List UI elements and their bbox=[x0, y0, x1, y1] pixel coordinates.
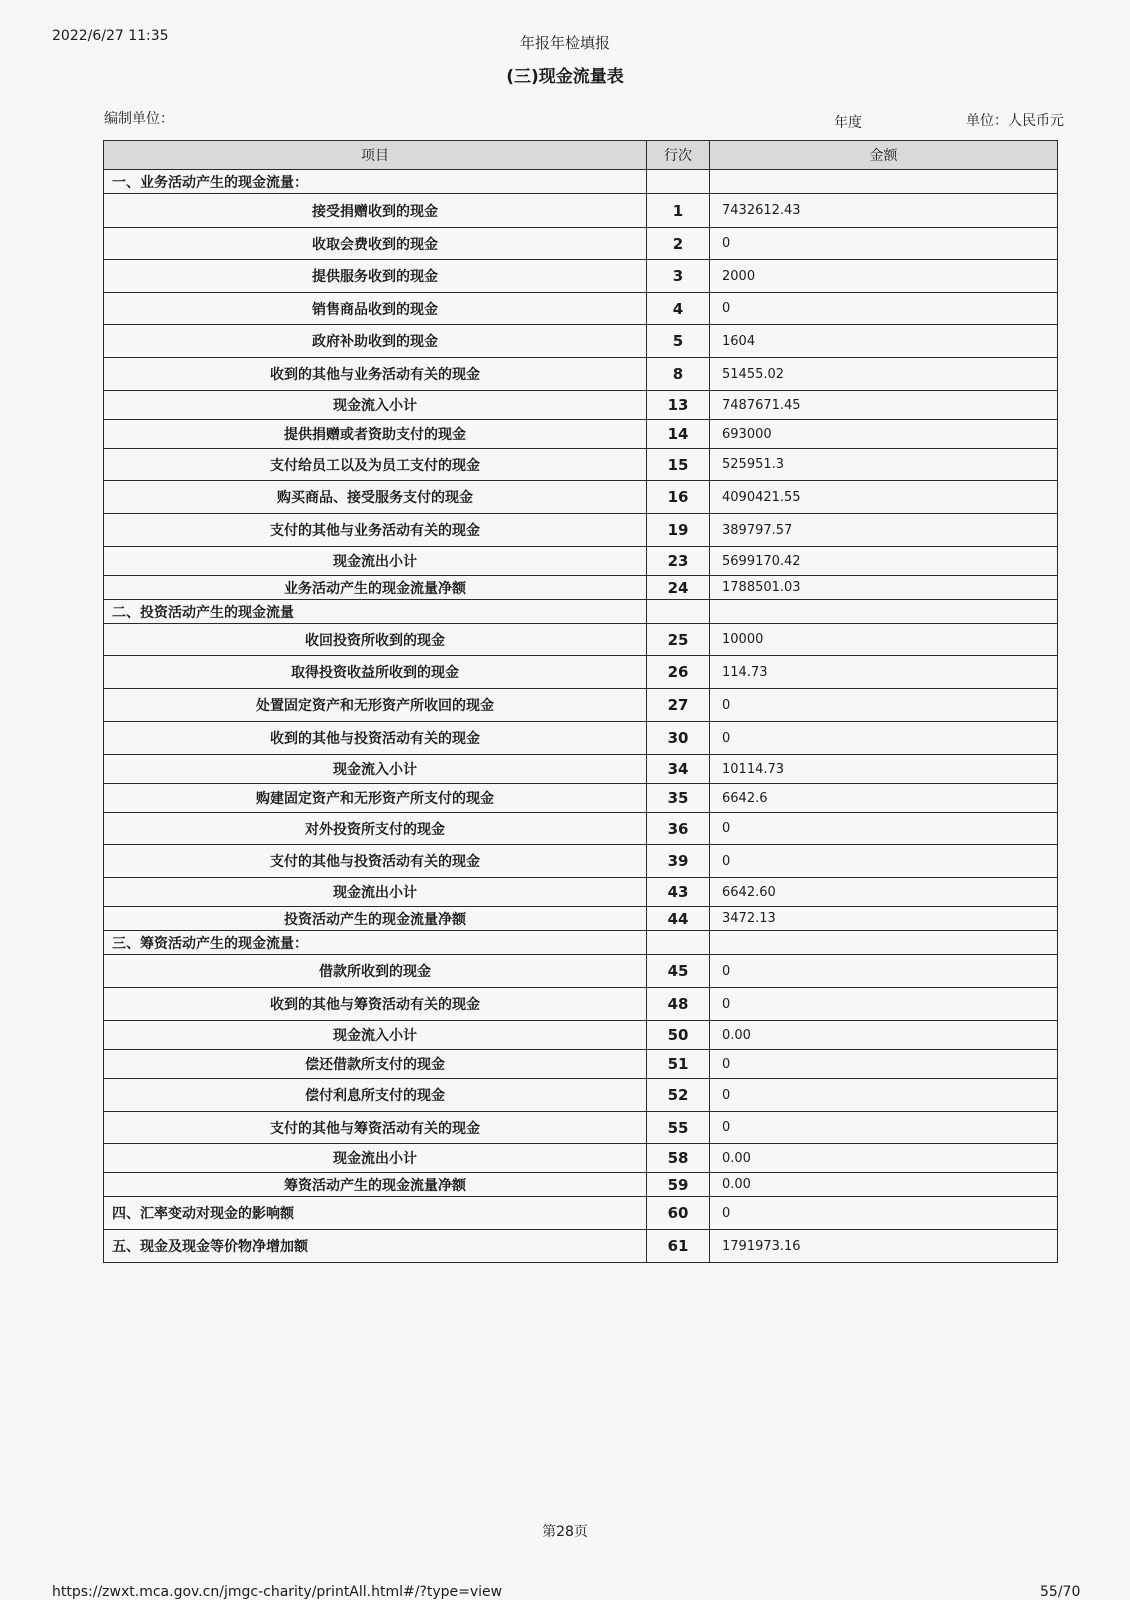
row-item-label: 筹资活动产生的现金流量净额 bbox=[104, 1173, 647, 1197]
row-line-number: 61 bbox=[647, 1230, 710, 1263]
row-line-number: 34 bbox=[647, 755, 710, 784]
row-item-label: 支付的其他与筹资活动有关的现金 bbox=[104, 1112, 647, 1144]
table-row bbox=[104, 293, 1058, 325]
table-row bbox=[104, 260, 1058, 293]
row-line-number: 4 bbox=[647, 293, 710, 325]
row-line-number: 1 bbox=[647, 194, 710, 228]
row-item-label: 业务活动产生的现金流量净额 bbox=[104, 576, 647, 600]
row-item-label: 现金流出小计 bbox=[104, 1144, 647, 1173]
table-row bbox=[104, 722, 1058, 755]
org-label: 编制单位： bbox=[104, 111, 174, 127]
row-item-label: 四、汇率变动对现金的影响额 bbox=[104, 1197, 647, 1230]
table-row bbox=[104, 1112, 1058, 1144]
column-header-line: 行次 bbox=[647, 141, 710, 170]
table-row bbox=[104, 358, 1058, 391]
row-item-label: 收到的其他与筹资活动有关的现金 bbox=[104, 988, 647, 1021]
row-line-number: 43 bbox=[647, 878, 710, 907]
row-item-label: 偿还借款所支付的现金 bbox=[104, 1050, 647, 1079]
row-amount: 389797.57 bbox=[710, 514, 1058, 547]
row-line-number: 2 bbox=[647, 228, 710, 260]
page-number: 第28页 bbox=[542, 1524, 588, 1540]
row-amount: 0 bbox=[710, 228, 1058, 260]
table-body bbox=[104, 170, 1058, 1263]
row-item-label: 三、筹资活动产生的现金流量： bbox=[104, 931, 647, 955]
table-row bbox=[104, 755, 1058, 784]
row-item-label: 销售商品收到的现金 bbox=[104, 293, 647, 325]
table-row bbox=[104, 1144, 1058, 1173]
row-amount: 7432612.43 bbox=[710, 194, 1058, 228]
row-line-number: 23 bbox=[647, 547, 710, 576]
row-line-number: 16 bbox=[647, 481, 710, 514]
row-line-number: 58 bbox=[647, 1144, 710, 1173]
table-row bbox=[104, 325, 1058, 358]
row-line-number: 52 bbox=[647, 1079, 710, 1112]
row-line-number: 3 bbox=[647, 260, 710, 293]
row-line-number: 15 bbox=[647, 449, 710, 481]
table-row bbox=[104, 845, 1058, 878]
row-item-label: 二、投资活动产生的现金流量 bbox=[104, 600, 647, 624]
row-item-label: 接受捐赠收到的现金 bbox=[104, 194, 647, 228]
row-item-label: 收回投资所收到的现金 bbox=[104, 624, 647, 656]
row-line-number: 14 bbox=[647, 420, 710, 449]
row-amount: 6642.60 bbox=[710, 878, 1058, 907]
row-line-number: 51 bbox=[647, 1050, 710, 1079]
row-amount: 693000 bbox=[710, 420, 1058, 449]
row-line-number: 48 bbox=[647, 988, 710, 1021]
row-line-number: 45 bbox=[647, 955, 710, 988]
row-amount: 6642.6 bbox=[710, 784, 1058, 813]
row-item-label: 现金流入小计 bbox=[104, 1021, 647, 1050]
row-line-number: 44 bbox=[647, 907, 710, 931]
table-row bbox=[104, 624, 1058, 656]
site-title: 年报年检填报 bbox=[519, 34, 610, 52]
section-row bbox=[104, 1197, 1058, 1230]
row-amount: 0 bbox=[710, 845, 1058, 878]
row-item-label: 对外投资所支付的现金 bbox=[104, 813, 647, 845]
row-amount: 0 bbox=[710, 813, 1058, 845]
row-item-label: 提供捐赠或者资助支付的现金 bbox=[104, 420, 647, 449]
row-amount: 2000 bbox=[710, 260, 1058, 293]
row-item-label: 取得投资收益所收到的现金 bbox=[104, 656, 647, 689]
row-item-label: 现金流入小计 bbox=[104, 755, 647, 784]
row-line-number bbox=[647, 170, 710, 194]
row-item-label: 现金流出小计 bbox=[104, 878, 647, 907]
table-header-row bbox=[104, 141, 1058, 170]
row-amount: 4090421.55 bbox=[710, 481, 1058, 514]
row-amount: 3472.13 bbox=[710, 907, 1058, 931]
table-row bbox=[104, 988, 1058, 1021]
table-row bbox=[104, 420, 1058, 449]
table-row bbox=[104, 955, 1058, 988]
section-row bbox=[104, 931, 1058, 955]
row-amount bbox=[710, 600, 1058, 624]
row-item-label: 投资活动产生的现金流量净额 bbox=[104, 907, 647, 931]
row-line-number: 39 bbox=[647, 845, 710, 878]
row-line-number: 60 bbox=[647, 1197, 710, 1230]
column-header-item: 项目 bbox=[104, 141, 647, 170]
row-item-label: 借款所收到的现金 bbox=[104, 955, 647, 988]
row-item-label: 支付给员工以及为员工支付的现金 bbox=[104, 449, 647, 481]
row-line-number: 30 bbox=[647, 722, 710, 755]
row-amount: 0 bbox=[710, 1050, 1058, 1079]
print-timestamp: 2022/6/27 11:35 bbox=[52, 28, 169, 44]
section-row bbox=[104, 600, 1058, 624]
table-row bbox=[104, 784, 1058, 813]
row-item-label: 现金流入小计 bbox=[104, 391, 647, 420]
row-item-label: 政府补助收到的现金 bbox=[104, 325, 647, 358]
row-line-number: 50 bbox=[647, 1021, 710, 1050]
column-header-amount: 金额 bbox=[710, 141, 1058, 170]
row-amount: 1604 bbox=[710, 325, 1058, 358]
row-line-number: 24 bbox=[647, 576, 710, 600]
table-row bbox=[104, 481, 1058, 514]
table-row bbox=[104, 1173, 1058, 1197]
row-item-label: 支付的其他与投资活动有关的现金 bbox=[104, 845, 647, 878]
row-amount: 0 bbox=[710, 1079, 1058, 1112]
row-item-label: 收取会费收到的现金 bbox=[104, 228, 647, 260]
table-row bbox=[104, 656, 1058, 689]
row-item-label: 购建固定资产和无形资产所支付的现金 bbox=[104, 784, 647, 813]
row-item-label: 处置固定资产和无形资产所收回的现金 bbox=[104, 689, 647, 722]
row-line-number: 5 bbox=[647, 325, 710, 358]
table-row bbox=[104, 1079, 1058, 1112]
row-amount: 0.00 bbox=[710, 1021, 1058, 1050]
row-amount: 1791973.16 bbox=[710, 1230, 1058, 1263]
row-amount: 1788501.03 bbox=[710, 576, 1058, 600]
row-item-label: 偿付利息所支付的现金 bbox=[104, 1079, 647, 1112]
row-amount: 0 bbox=[710, 988, 1058, 1021]
table-row bbox=[104, 228, 1058, 260]
row-amount: 0.00 bbox=[710, 1173, 1058, 1197]
row-line-number: 36 bbox=[647, 813, 710, 845]
row-item-label: 收到的其他与业务活动有关的现金 bbox=[104, 358, 647, 391]
row-amount: 0 bbox=[710, 722, 1058, 755]
page-count: 55/70 bbox=[1040, 1584, 1081, 1600]
section-row bbox=[104, 170, 1058, 194]
row-line-number: 19 bbox=[647, 514, 710, 547]
row-line-number: 27 bbox=[647, 689, 710, 722]
row-item-label: 提供服务收到的现金 bbox=[104, 260, 647, 293]
table-row bbox=[104, 449, 1058, 481]
form-title: (三)现金流量表 bbox=[506, 67, 624, 87]
row-item-label: 购买商品、接受服务支付的现金 bbox=[104, 481, 647, 514]
row-amount: 0 bbox=[710, 1197, 1058, 1230]
row-amount bbox=[710, 170, 1058, 194]
row-amount: 0 bbox=[710, 955, 1058, 988]
cash-flow-table bbox=[103, 140, 1058, 1263]
row-item-label: 收到的其他与投资活动有关的现金 bbox=[104, 722, 647, 755]
row-amount: 0 bbox=[710, 1112, 1058, 1144]
row-line-number: 35 bbox=[647, 784, 710, 813]
year-label: 年度 bbox=[834, 115, 862, 131]
row-line-number: 25 bbox=[647, 624, 710, 656]
unit-label: 单位：人民币元 bbox=[966, 113, 1064, 129]
row-amount: 51455.02 bbox=[710, 358, 1058, 391]
row-amount: 5699170.42 bbox=[710, 547, 1058, 576]
table-row bbox=[104, 878, 1058, 907]
row-amount: 525951.3 bbox=[710, 449, 1058, 481]
row-amount: 10000 bbox=[710, 624, 1058, 656]
row-line-number bbox=[647, 600, 710, 624]
row-item-label: 一、业务活动产生的现金流量： bbox=[104, 170, 647, 194]
row-amount: 10114.73 bbox=[710, 755, 1058, 784]
row-line-number: 8 bbox=[647, 358, 710, 391]
row-line-number: 26 bbox=[647, 656, 710, 689]
row-amount bbox=[710, 931, 1058, 955]
section-row bbox=[104, 1230, 1058, 1263]
table-row bbox=[104, 194, 1058, 228]
row-amount: 7487671.45 bbox=[710, 391, 1058, 420]
row-item-label: 现金流出小计 bbox=[104, 547, 647, 576]
table-row bbox=[104, 547, 1058, 576]
table-row bbox=[104, 514, 1058, 547]
row-item-label: 五、现金及现金等价物净增加额 bbox=[104, 1230, 647, 1263]
row-amount: 0 bbox=[710, 293, 1058, 325]
row-line-number: 59 bbox=[647, 1173, 710, 1197]
table-row bbox=[104, 907, 1058, 931]
table-row bbox=[104, 1050, 1058, 1079]
row-line-number: 13 bbox=[647, 391, 710, 420]
table-row bbox=[104, 391, 1058, 420]
row-line-number bbox=[647, 931, 710, 955]
table-row bbox=[104, 1021, 1058, 1050]
table-row bbox=[104, 813, 1058, 845]
table-row bbox=[104, 689, 1058, 722]
row-amount: 0 bbox=[710, 689, 1058, 722]
row-item-label: 支付的其他与业务活动有关的现金 bbox=[104, 514, 647, 547]
row-line-number: 55 bbox=[647, 1112, 710, 1144]
row-amount: 0.00 bbox=[710, 1144, 1058, 1173]
page-url: https://zwxt.mca.gov.cn/jmgc-charity/printAll.html#/?type=view bbox=[52, 1584, 503, 1600]
table-row bbox=[104, 576, 1058, 600]
row-amount: 114.73 bbox=[710, 656, 1058, 689]
